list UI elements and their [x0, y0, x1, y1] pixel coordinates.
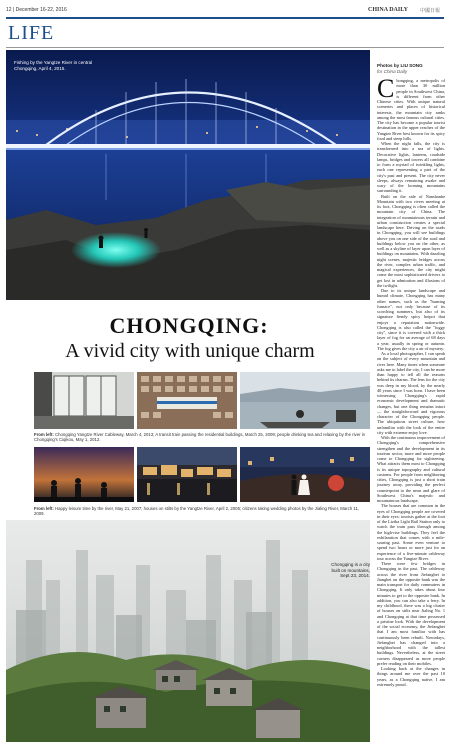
lead-photo-caption: Fishing by the Yangtze River in central Chongqing, April 4, 2015. [14, 60, 93, 71]
caption-text: Happy leisure time by the river, May 21, 2007; houses on stilts by the Yangtze River, April 2, 2005; citizens taking wedding photos by the Jialing River, March 11, 2009. [34, 506, 360, 517]
caption-lead: From left: [34, 506, 54, 511]
lead-photo-night-bridge [6, 50, 370, 300]
issue-date: | December 16-22, 2016 [12, 7, 67, 13]
article-paragraph: With the continuous improvement of Chongqing's comprehensive strengthen and the development in its tourism sector, more and more people come to Chongqing for sightseeing. What attracts them most to Chongqing is its unique topography and cultural customs. For people from neighboring cities, Chongqing is just a short train journey away, providing the perfect counterpoint to the neon and glare of Southwest China's majestic and mountainous landscape. [377, 435, 445, 503]
page-header [6, 6, 444, 16]
photo-tea-by-river [240, 372, 370, 429]
headline: CHONGQING: [109, 313, 269, 338]
article-column [377, 78, 445, 743]
photo-tea-graphic [240, 372, 370, 429]
brand-name: CHINA DAILY [368, 7, 408, 13]
subhead: A vivid city with unique charm [65, 340, 315, 362]
bottom-photo-caption: Chongqing is a city built on mountains, Sept 23, 2014. [331, 562, 370, 579]
photo-wedding-by-river [240, 447, 370, 502]
photo-transit-train [137, 372, 237, 429]
photo-foggy-mountain-city [6, 520, 370, 742]
caption-lead: From left: [34, 432, 54, 437]
page-number: 12 [6, 7, 12, 13]
section-title: LIFE [8, 22, 55, 44]
article-paragraph: As a local photographer, I can speak on the subject of every mountain and river here. Many times when someone asks me to label the city, I can be more than happy to tell all the reasons behind its charms. The lens for the city was deep in my blood, by the nearly 40 years since I was born. I have been witnessing Chongqing's rapid economic development and dramatic changes, but one thing remains intact — the straightforward and vigorous character of the Chongqing people. The ubiquitous street culture, how unfamiliar with the look of the entire city with extreme enjoy love. [377, 351, 445, 435]
photo-foggy-city-graphic [6, 520, 370, 742]
middle-caption-1 [34, 432, 370, 442]
middle-caption-2 [34, 506, 370, 516]
header-rule [6, 47, 444, 48]
dropcap: C [377, 78, 395, 103]
photo-stilt-graphic [137, 447, 237, 502]
brand-name-chinese: 中國日報 [419, 8, 440, 14]
article-paragraph: When the night falls, the city is transformed into a sea of lights. Decorative lights, lanterns, roadside lamps, bridges and towers all combine to form a myriad of twinkling lights, each one representing a part of the city's past and present. The city never sleeps, always remaining awake and wary of the looming mountains surrounding it. [377, 141, 445, 194]
section-bar [6, 17, 444, 19]
article-paragraph: There were few bridges in Chongqing in the past. The cableway across the river from Jiefangbei to Jiangbei on the opposite bank was the main transport for daily commuters in Chongqing. It only takes about four minutes to get to the opposite bank. In addition, you can also take a ferry. In my childhood, there was a big cluster of houses on stilts near Jialing No. 1 and Chongqing at that time possessed a pristine look. With the development of the social economy, the Jiefangbei that I am most familiar with has continuously been rebuilt. Nowadays, Jiefangbei has changed into a neighborhood with the tallest buildings. Nevertheless, at the street corners disappeared as more people prefer reading on their mobiles. [377, 561, 445, 666]
article-paragraph: Due to its unique landscape and humid climate, Chongqing has many other names, such as the "burning furnace", not only because of its scorching summers, but also of its signature fiendy spicy hotpot that enjoys a reputation nationwide. Chongqing is also called the "foggy city", since it is covered with a thick layer of fog for an average of 68 days a year, usually in spring or autumn. The fog gives the city a air of mystery. [377, 288, 445, 351]
page-date [6, 7, 67, 13]
article-paragraph: Built on the side of Nanshanhe Mountain with two rivers meeting at its foot, Chongqing is often called the mountain city of China. The integration of mountainous terrain and urban construction creates a special landscape here. Driving on the roads in Chongqing, you will see buildings above you on one side of the road and buildings below you on the other, as well as a skyline of layer upon layer of buildings on mountains. With dazzling night scenes, majestic bridges across the river, complex urban traffic, and magical experiences, the city might come the most sophisticated drivers to get lost in admiration and illusions of the twilight. [377, 193, 445, 288]
photo-stilt-houses [137, 447, 237, 502]
photo-cableway-graphic [34, 372, 134, 429]
photo-wedding-graphic [240, 447, 370, 502]
caption-text: Chongqing Yangtze River Cableway, March 4, 2013; A transit train passing the residential buildings, March 25, 2009; people drinking tea and relaxing by the river in Chongqing's Ciqikou, May 1, 2012. [34, 432, 366, 443]
article-paragraph: The houses that are common in the eyes of Chongqing people are covered in their eyes: tourists gather at the foot of the Liziba Light Rail Station only to watch the train pass through among the high-rise buildings. They feel the exhilaration that comes with a mile-soaring past. Some even venture to spend two hours or more just for an experience of a five-minute cableway tour across the Yangtze River. [377, 503, 445, 561]
article-paragraph: Looking back at the changes in things around me over the past 10 years, as a Chongqing native, I am extremely proud. [377, 666, 445, 687]
photo-cableway [34, 372, 134, 429]
byline-photographer: Photos by LIU SONG [377, 63, 423, 68]
byline [377, 63, 445, 75]
photo-leisure-by-river [34, 447, 134, 502]
lead-photo-graphic [6, 50, 370, 300]
byline-source: for China Daily [377, 69, 408, 74]
article-paragraph: Chongqing, a metropolis of more than 30 million people in Southwest China, is different from other Chinese cities. With unique natural sceneries and places of historical interests, the mountain city ranks among the most famous cultural cities. The city has become a popular tourist destination in the upper reaches of the Yangtze River best known for its spicy food and steep hills. [377, 78, 445, 141]
photo-train-graphic [137, 372, 237, 429]
photo-leisure-graphic [34, 447, 134, 502]
